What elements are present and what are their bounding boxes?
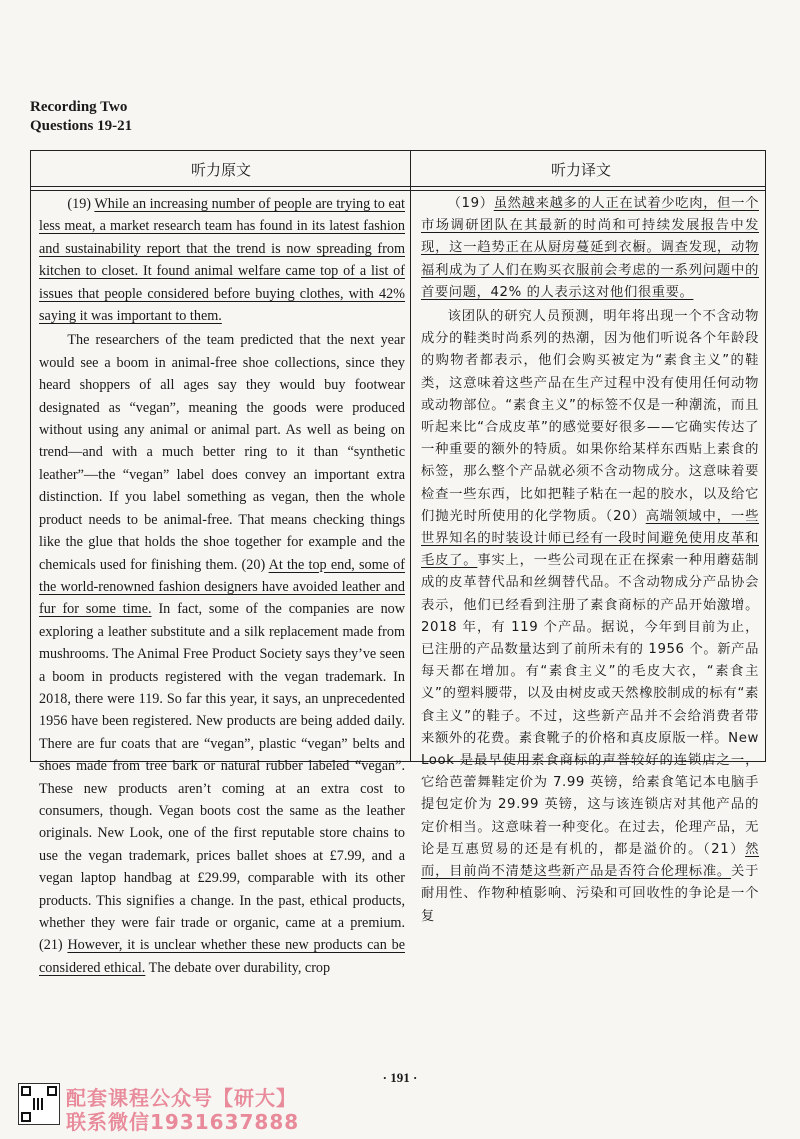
original-text-column [39,193,405,979]
header-rule [31,186,765,187]
watermark-line-2: 联系微信1931637888 [66,1110,300,1134]
english-paragraph [39,193,405,327]
chinese-paragraph [421,306,759,928]
header-rule-double [31,190,765,191]
answer-underline-text: 高端领域中，一些世界知名的时装设计师已经有一段时间避免使用皮革和毛皮了。 [421,508,759,569]
qr-code-icon [18,1083,60,1125]
answer-underline-text: 然而，目前尚不清楚这些新产品是否符合伦理标准。 [421,841,759,880]
answer-underline-text: 虽然越来越多的人正在试着少吃肉，但一个市场调研团队在其最新的时尚和可持续发展报告中发现，这一趋势正在从厨房蔓延到衣橱。调查发现，动物福利成为了人们在购买衣服前会考虑的一系列问题中的首要问题，42% 的人表示这对他们很重要。 [421,196,759,300]
answer-underline-text: While an increasing number of people are trying to eat less meat, a market research team has found in its latest fashion and sustainability report that the trend is now spreading from kitchen to closet. It found animal welfare came top of a list of issues that people considered before buying clothes, with 42% saying it was important to them. [39,196,405,325]
paragraph-text: （19） [447,196,494,211]
section-subtitle: Questions 19-21 [30,118,133,134]
paragraph-text: 事实上，一些公司现在正在探索一种用蘑菇制成的皮革替代品和丝绸替代品。不含动物成分产品协会表示，他们已经看到注册了素食商标的产品开始激增。2018 年，有 119 个产品。据说，今年到目前为止，已注册的产品数量达到了前所未有的 1956 个。新产品每天都在增加。有“素食主义”的毛皮大衣，“素食主义”的塑料腰带，以及由树皮或天然橡胶制成的标有“素食主义”的鞋子。不过，这些新产品并不会给消费者带来额外的花费。素食靴子的价格和真皮原版一样。New Look 是最早使用素食商标的声誉较好的连锁店之一，它给芭蕾舞鞋定价为 7.99 英镑，给素食笔记本电脑手提包定价为 29.99 英镑，这与该连锁店对其他产品的定价相当。这意味着一种变化。在过去，伦理产品，无论是互惠贸易的还是有机的，都是溢价的。（21） [421,553,759,857]
watermark-line-1: 配套课程公众号【研大】 [66,1086,297,1110]
column-divider [410,151,411,761]
translation-column [421,193,759,928]
chinese-paragraph [421,193,759,304]
paragraph-text: (19) [67,196,95,212]
header-translation: 听力译文 [551,161,612,179]
section-title: Recording Two [30,99,128,115]
paragraph-text: The debate over durability, crop [145,959,331,976]
paragraph-text: The researchers of the team predicted that the next year would see a boom in animal-free shoe collections, since they heard shoppers of all ages say they would buy footwear designated as “vegan”, meaning the goods were produced without using any animal or animal part. As well as being on trend—and with a much better ring to it than “synthetic leather”—the “vegan” label does convey an important extra distinction. If you label something as vegan, then the whole product needs to be animal-free. That means checking things like the glue that holds the shoe together for example and the chemicals used for finishing them. (20) [39,332,405,573]
answer-underline-text: At the top end, some of the world-renowned fashion designers have avoided leather and fur for some time. [39,556,405,618]
paragraph-text: In fact, some of the companies are now exploring a leather substitute and a silk replacement made from mushrooms. The Animal Free Product Society says they’ve seen a boom in products registered with the vegan trademark. In 2018, there were 119. So far this year, it says, an unprecedented 1956 have been registered. New products are being added daily. There are fur coats that are “vegan”, plastic “vegan” belts and shoes made from tree bark or natural rubber labeled “vegan”. These new products aren’t coming at an extra cost to consumers, though. Vegan boots cost the same as the leather originals. New Look, one of the first reputable store chains to use the vegan trademark, prices ballet shoes at £7.99, and a vegan laptop handbag at £29.99, comparable with its other products. This signifies a change. In the past, ethical products, whether they were fair trade or organic, came at a premium. (21) [39,601,405,954]
page-number: · 191 · [382,1070,418,1085]
paragraph-text: 关于耐用性、作物种植影响、污染和可回收性的争论是一个复 [421,864,759,924]
english-paragraph [39,329,405,979]
header-original-text: 听力原文 [191,161,252,179]
paragraph-text: 该团队的研究人员预测，明年将出现一个不含动物成分的鞋类时尚系列的热潮，因为他们听说各个年龄段的购物者都表示，他们会购买被定为“素食主义”的鞋类，这意味着这些产品在生产过程中没有使用任何动物或动物部位。“素食主义”的标签不仅是一种潮流，而且听起来比“合成皮革”的感觉要好很多——它确实传达了一种重要的额外的特质。如果你给某样东西贴上素食的标签，那么整个产品就必须不含动物成分。这意味着要检查一些东西，比如把鞋子粘在一起的胶水，以及给它们抛光时所使用的化学物质。（20） [421,309,759,524]
section-heading [30,98,132,136]
answer-underline-text: However, it is unclear whether these new products can be considered ethical. [39,937,405,976]
transcript-table [30,150,766,976]
